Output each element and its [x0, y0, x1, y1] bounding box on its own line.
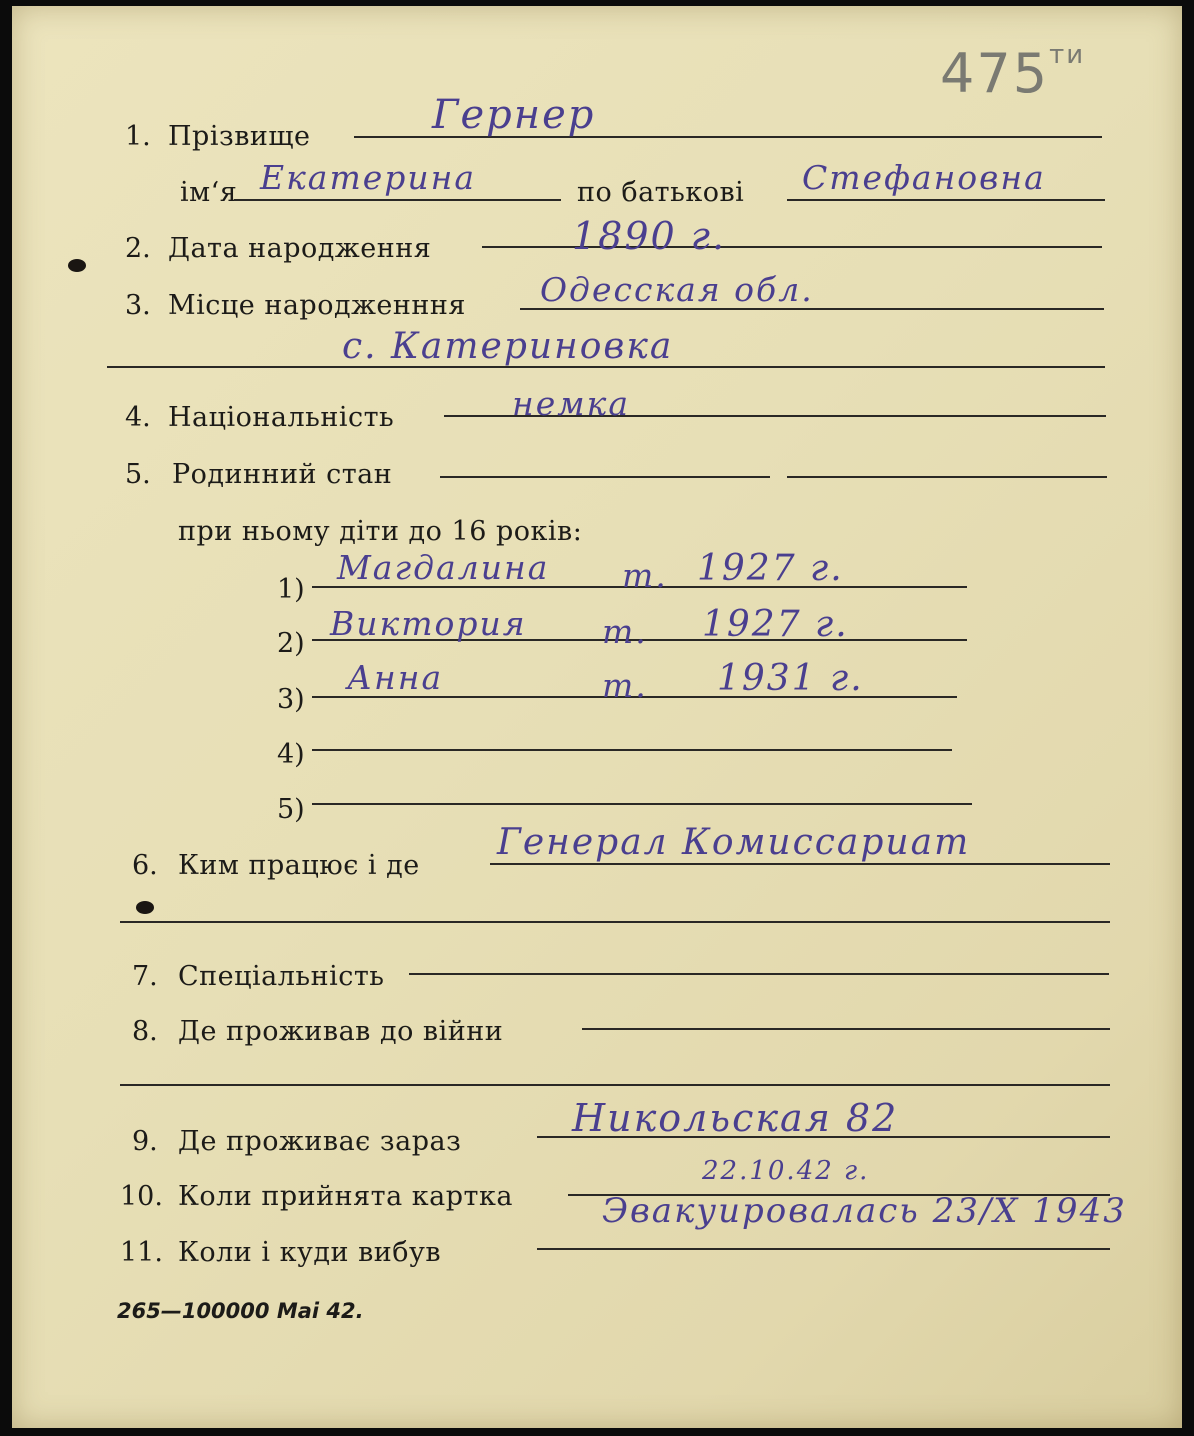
workplace-number: 6. [132, 850, 158, 881]
family-status-line [440, 476, 770, 478]
family-status-line-2 [787, 476, 1107, 478]
birth-place-label: Місце народженння [168, 290, 466, 321]
surname-label: Прізвище [168, 121, 311, 152]
card-number [940, 42, 1085, 105]
child-5-number: 5) [277, 794, 305, 825]
prewar-residence-label: Де проживав до війни [178, 1016, 504, 1047]
surname-number: 1. [125, 121, 151, 152]
registration-card [12, 6, 1182, 1428]
nationality-number: 4. [125, 402, 151, 433]
children-header: при ньому діти до 16 років: [178, 516, 583, 547]
punch-hole-bottom [136, 901, 154, 914]
print-info: 265—100000 Mai 42. [117, 1299, 364, 1323]
prewar-residence-line [582, 1028, 1110, 1030]
workplace-line-2 [120, 921, 1110, 923]
card-accepted-label: Коли прийнята картка [178, 1181, 513, 1212]
departure-value: Эвакуировалась 23/X 1943 [602, 1191, 1127, 1231]
workplace-line [490, 863, 1110, 865]
prewar-residence-number: 8. [132, 1016, 158, 1047]
specialty-label: Спеціальність [178, 961, 385, 992]
birth-date-value: 1890 г. [572, 214, 727, 258]
patronymic-label: по батькові [577, 177, 745, 208]
punch-hole-top [68, 259, 86, 272]
prewar-residence-line-2 [120, 1084, 1110, 1086]
child-2-number: 2) [277, 628, 305, 659]
child-2-mark: т. [602, 612, 648, 651]
family-status-number: 5. [125, 459, 151, 490]
first-name-value: Екатерина [260, 158, 477, 197]
child-1-name: Магдалина [337, 548, 550, 587]
departure-number: 11. [120, 1237, 163, 1268]
specialty-line [409, 973, 1109, 975]
current-residence-value: Никольская 82 [572, 1096, 899, 1140]
child-2-name: Виктория [330, 604, 527, 643]
child-1-number: 1) [277, 574, 305, 605]
child-3-number: 3) [277, 684, 305, 715]
departure-line [537, 1248, 1110, 1250]
current-residence-number: 9. [132, 1126, 158, 1157]
patronymic-line [787, 199, 1105, 201]
child-2-year: 1927 г. [702, 604, 849, 645]
first-name-label: ім‘я [180, 177, 238, 208]
child-1-year: 1927 г. [697, 548, 844, 589]
specialty-number: 7. [132, 961, 158, 992]
child-4-number: 4) [277, 739, 305, 770]
child-3-year: 1931 г. [717, 658, 864, 699]
child-4-line [312, 749, 952, 751]
workplace-value: Генерал Комиссариат [497, 822, 971, 863]
family-status-label: Родинний стан [172, 459, 393, 490]
child-5-line [312, 803, 972, 805]
card-accepted-value: 22.10.42 г. [702, 1156, 870, 1186]
departure-label: Коли і куди вибув [178, 1237, 442, 1268]
birth-place-value-2: с. Катериновка [342, 326, 674, 367]
card-accepted-number: 10. [120, 1181, 163, 1212]
current-residence-label: Де проживає зараз [178, 1126, 462, 1157]
birth-place-number: 3. [125, 290, 151, 321]
card-number-value: 475 [940, 42, 1050, 105]
patronymic-value: Стефановна [802, 158, 1046, 197]
child-1-mark: т. [622, 556, 668, 595]
child-3-mark: т. [602, 666, 648, 705]
child-3-name: Анна [347, 658, 444, 697]
birth-place-value: Одесская обл. [540, 270, 814, 309]
nationality-value: немка [512, 384, 631, 423]
card-number-suffix: ти [1049, 40, 1086, 70]
surname-value: Гернер [432, 92, 596, 138]
birth-date-number: 2. [125, 233, 151, 264]
nationality-label: Національність [168, 402, 395, 433]
birth-date-label: Дата народження [168, 233, 432, 264]
workplace-label: Ким працює і де [178, 850, 420, 881]
first-name-line [234, 199, 561, 201]
